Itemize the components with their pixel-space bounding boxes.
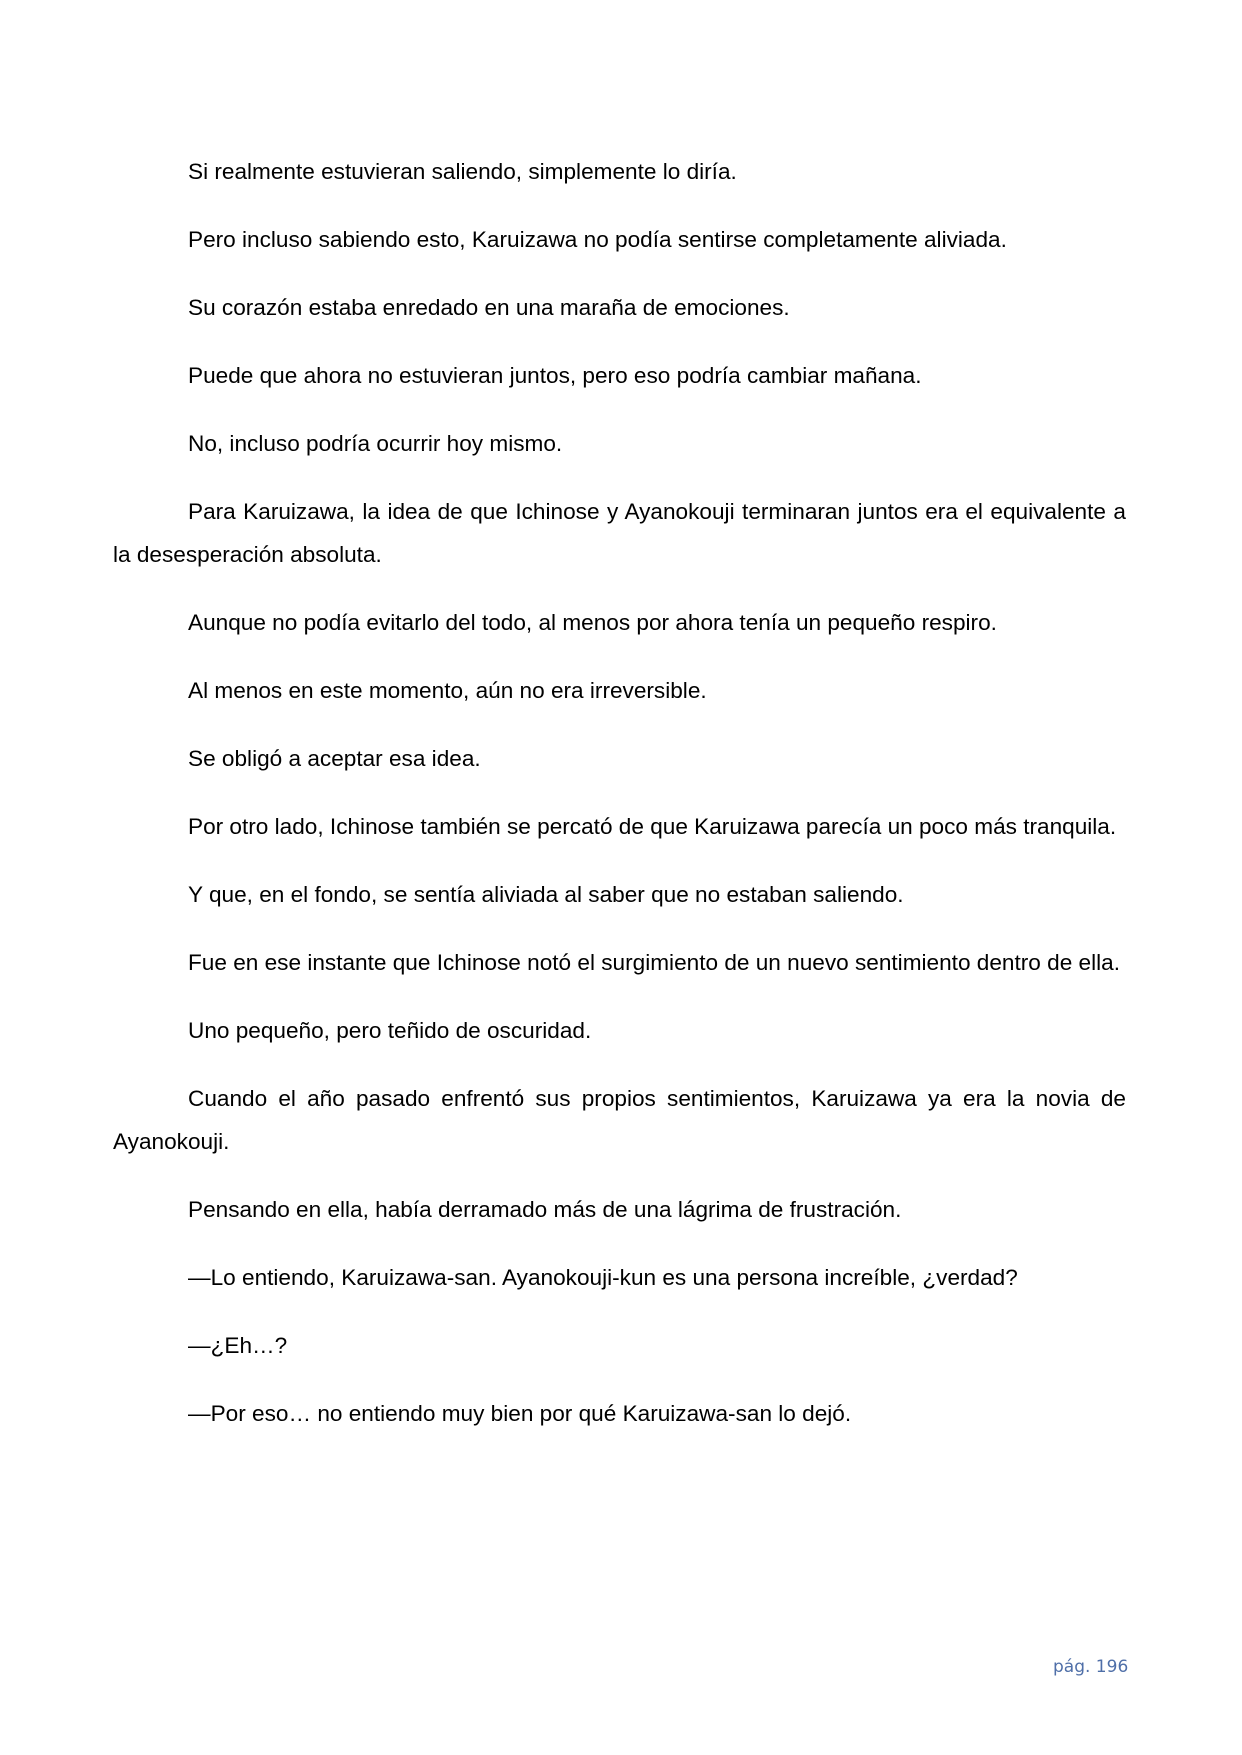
page-number: pág. 196 — [1053, 1657, 1129, 1677]
paragraph: Para Karuizawa, la idea de que Ichinose y Ayanokouji terminaran juntos era el equivalente a la desesperación absoluta. — [113, 499, 1126, 567]
dialogue-line: —Por eso… no entiendo muy bien por qué Karuizawa-san lo dejó. — [188, 1401, 852, 1426]
paragraph: Su corazón estaba enredado en una maraña de emociones. — [188, 295, 790, 320]
paragraph: Se obligó a aceptar esa idea. — [188, 746, 481, 771]
paragraph: Al menos en este momento, aún no era irreversible. — [188, 678, 707, 703]
document-body — [113, 150, 1126, 1460]
paragraph: Fue en ese instante que Ichinose notó el surgimiento de un nuevo sentimiento dentro de ella. — [188, 950, 1120, 975]
paragraph: Pero incluso sabiendo esto, Karuizawa no podía sentirse completamente aliviada. — [188, 227, 1007, 252]
paragraph: Aunque no podía evitarlo del todo, al menos por ahora tenía un pequeño respiro. — [188, 610, 997, 635]
dialogue-line: —¿Eh…? — [188, 1333, 288, 1358]
paragraph: Cuando el año pasado enfrentó sus propios sentimientos, Karuizawa ya era la novia de Ayanokouji. — [113, 1086, 1126, 1154]
dialogue-line: —Lo entiendo, Karuizawa-san. Ayanokouji-kun es una persona increíble, ¿verdad? — [188, 1265, 1018, 1290]
paragraph: Pensando en ella, había derramado más de una lágrima de frustración. — [188, 1197, 902, 1222]
paragraph: Y que, en el fondo, se sentía aliviada al saber que no estaban saliendo. — [188, 882, 904, 907]
paragraph: Por otro lado, Ichinose también se percató de que Karuizawa parecía un poco más tranquila. — [188, 814, 1117, 839]
paragraph: Si realmente estuvieran saliendo, simplemente lo diría. — [188, 159, 737, 184]
paragraph: Uno pequeño, pero teñido de oscuridad. — [188, 1018, 592, 1043]
paragraph: Puede que ahora no estuvieran juntos, pero eso podría cambiar mañana. — [188, 363, 922, 388]
paragraph: No, incluso podría ocurrir hoy mismo. — [188, 431, 563, 456]
